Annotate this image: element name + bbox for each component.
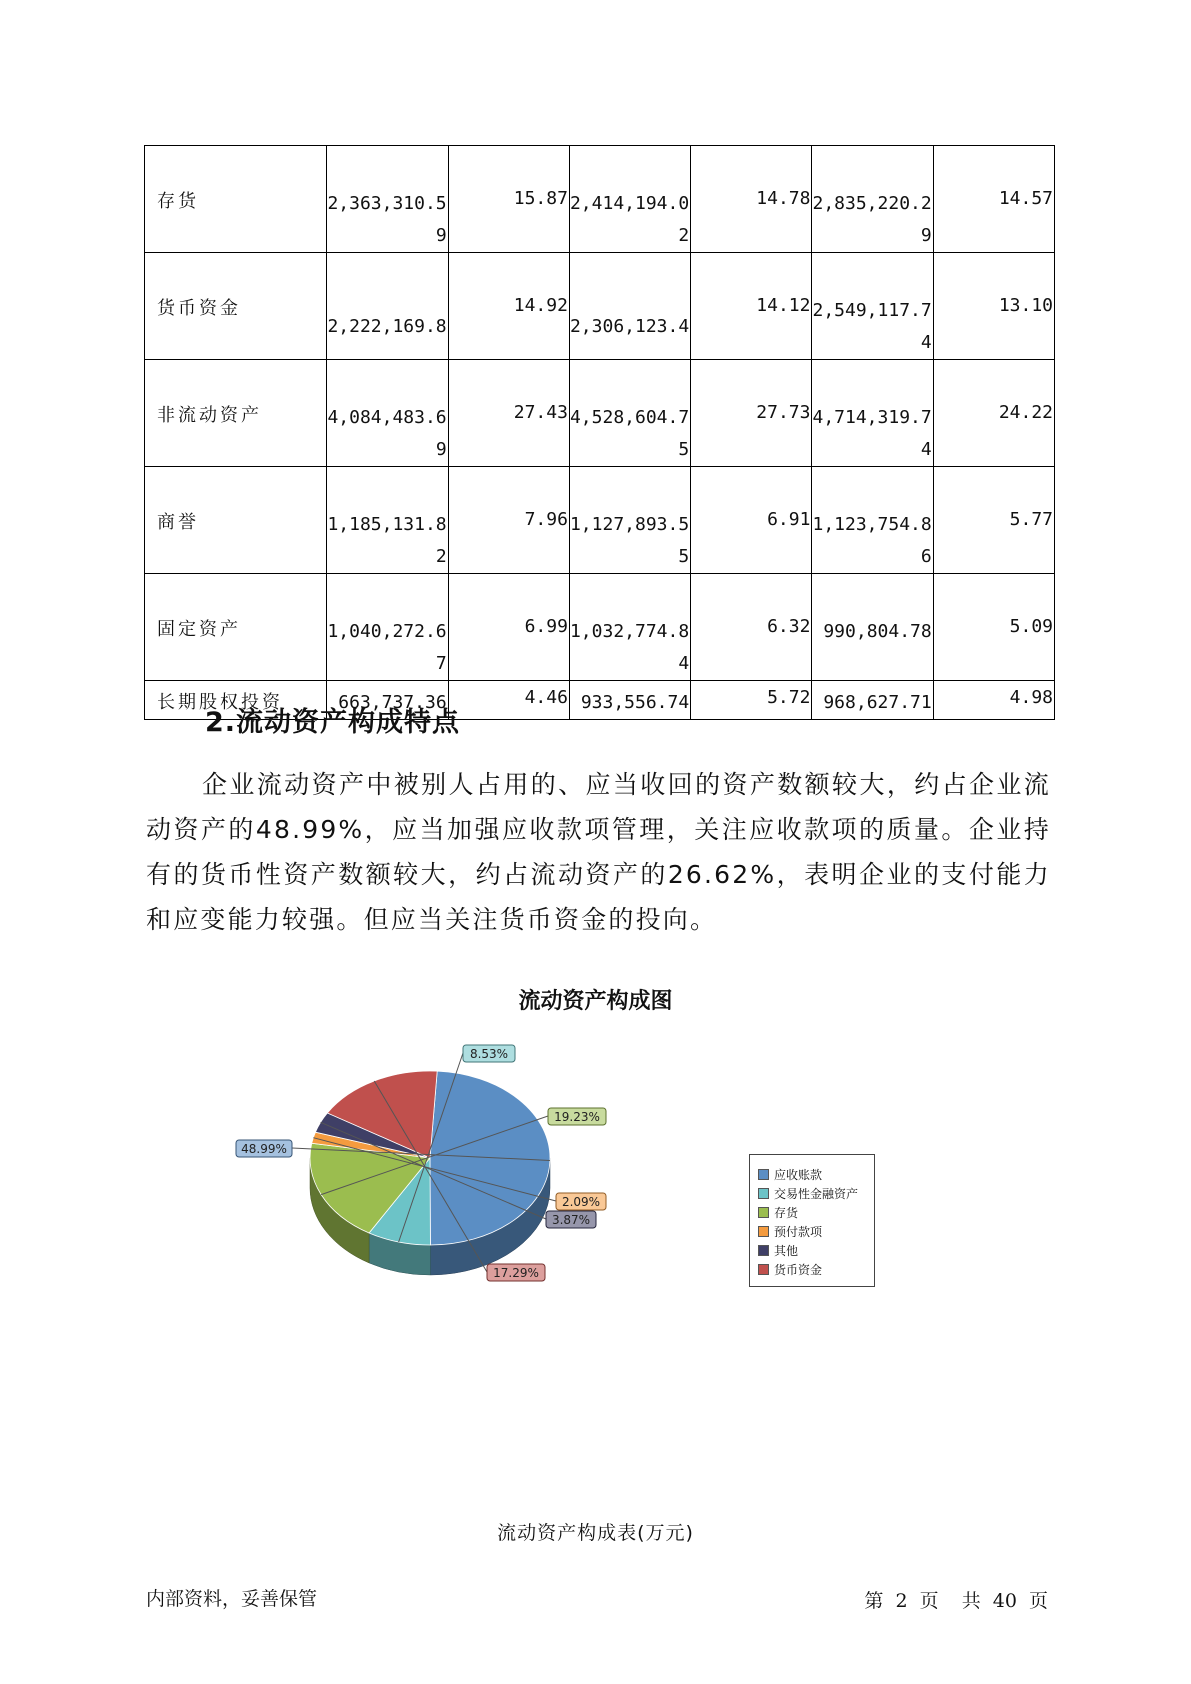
legend-item [758, 1222, 874, 1241]
cell-p3: 4.98 [1009, 687, 1053, 708]
legend-swatch [758, 1226, 769, 1237]
cell-v3: 4,714,319.74 [812, 407, 932, 460]
cell-v3: 968,627.71 [823, 692, 932, 713]
cell-name: 长期股权投资 [157, 692, 283, 713]
legend-swatch [758, 1264, 769, 1275]
cell-v1: 1,185,131.82 [327, 514, 447, 567]
cell-v1: 1,040,272.67 [327, 621, 447, 674]
cell-p2: 27.73 [756, 402, 811, 423]
cell-name: 固定资产 [157, 619, 241, 640]
cell-p3: 13.10 [998, 295, 1053, 316]
cell-v3: 2,835,220.29 [812, 193, 932, 246]
cell-v2: 1,127,893.55 [569, 514, 690, 567]
legend-label: 货币资金 [774, 1263, 823, 1277]
cell-p1: 14.92 [513, 295, 568, 316]
footer-confidential-note: 内部资料，妥善保管 [146, 1588, 318, 1610]
footer-page-number [861, 1586, 1051, 1613]
page-num: 2 [895, 1590, 908, 1612]
legend-label: 其他 [774, 1244, 799, 1258]
cell-p2: 14.78 [756, 188, 811, 209]
cell-name: 商誉 [157, 512, 199, 533]
legend-swatch [758, 1207, 769, 1218]
cell-name: 货币资金 [157, 298, 241, 319]
cell-p1: 6.99 [524, 616, 568, 637]
legend-swatch [758, 1188, 769, 1199]
cell-v2: 4,528,604.75 [569, 407, 690, 460]
cell-p1: 7.96 [524, 509, 568, 530]
cell-v2: 2,414,194.02 [569, 193, 690, 246]
data-label-1: 8.53% [469, 1047, 509, 1061]
cell-v2: 2,306,123.4 [569, 316, 690, 337]
data-label-5: 17.29% [493, 1266, 539, 1280]
cell-v2: 933,556.74 [580, 692, 690, 713]
legend-label: 预付款项 [774, 1225, 823, 1239]
cell-p1: 15.87 [513, 188, 568, 209]
data-label-0: 48.99% [241, 1142, 287, 1156]
cell-v3: 1,123,754.86 [812, 514, 932, 567]
cell-v1: 2,363,310.59 [327, 193, 447, 246]
cell-v1: 663,737.36 [338, 692, 447, 713]
legend-item [758, 1184, 874, 1203]
cell-name: 非流动资产 [157, 405, 262, 426]
cell-v1: 2,222,169.8 [327, 316, 447, 337]
cell-v2: 1,032,774.84 [569, 621, 690, 674]
cell-v3: 990,804.78 [823, 621, 932, 642]
section-paragraph: 企业流动资产中被别人占用的、应当收回的资产数额较大，约占企业流动资产的48.99%，应当加强应收款项管理，关注应收款项的质量。企业持有的货币性资产数额较大，约占流动资产的26.62%，表明企业的支付能力和应变能力较强。但应当关注货币资金的投向。 [146, 770, 1051, 934]
cell-p2: 5.72 [767, 687, 811, 708]
cell-p1: 4.46 [524, 687, 568, 708]
cell-v3: 2,549,117.74 [812, 300, 932, 353]
page-unit: 页 [919, 1590, 939, 1612]
cell-p2: 6.91 [767, 509, 811, 530]
data-label-2: 19.23% [554, 1110, 600, 1124]
cell-p3: 5.77 [1009, 509, 1053, 530]
total-prefix: 共 [961, 1590, 981, 1612]
chart-legend [749, 1154, 875, 1287]
cell-name: 存货 [157, 191, 199, 212]
legend-label: 存货 [774, 1206, 799, 1220]
legend-item [758, 1165, 874, 1184]
legend-swatch [758, 1169, 769, 1180]
chart-title: 流动资产构成图 [518, 989, 673, 1014]
legend-item [758, 1241, 874, 1260]
legend-item [758, 1260, 874, 1279]
cell-p3: 24.22 [998, 402, 1053, 423]
cell-p2: 6.32 [767, 616, 811, 637]
data-label-3: 2.09% [561, 1195, 601, 1209]
chart-caption: 流动资产构成表(万元) [497, 1522, 694, 1544]
cell-p1: 27.43 [513, 402, 568, 423]
total-unit: 页 [1028, 1590, 1048, 1612]
legend-swatch [758, 1245, 769, 1256]
cell-v1: 4,084,483.69 [327, 407, 447, 460]
legend-item [758, 1203, 874, 1222]
data-label-4: 3.87% [551, 1213, 591, 1227]
cell-p3: 5.09 [1009, 616, 1053, 637]
legend-label: 应收账款 [774, 1168, 823, 1182]
legend-label: 交易性金融资产 [774, 1187, 859, 1201]
total-num: 40 [992, 1590, 1017, 1612]
cell-p2: 14.12 [756, 295, 811, 316]
cell-p3: 14.57 [998, 188, 1053, 209]
page-prefix: 第 [864, 1590, 884, 1612]
section-title: 2.流动资产构成特点 [205, 707, 461, 738]
